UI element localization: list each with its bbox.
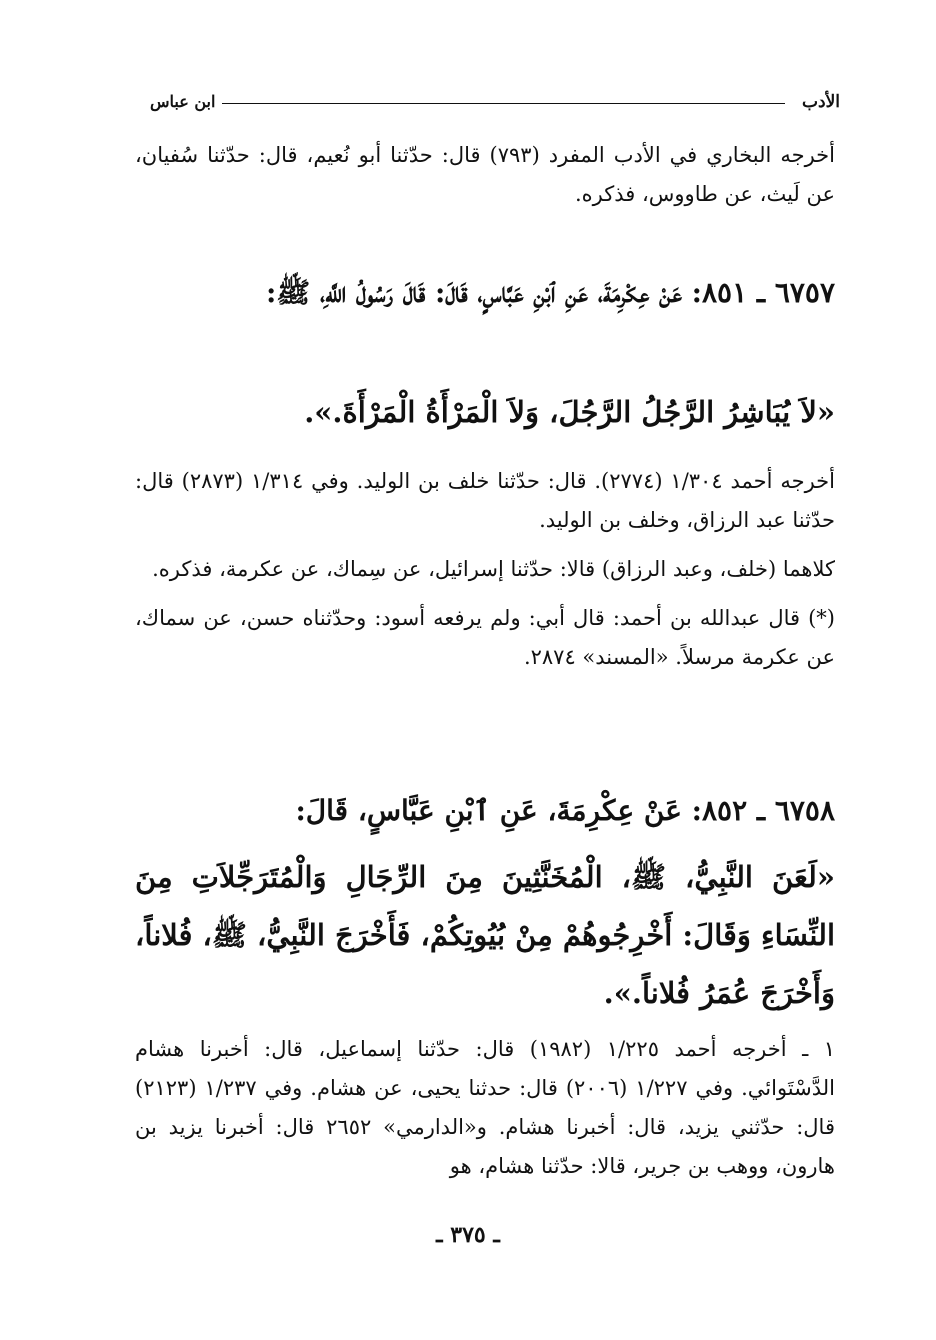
hadith-matn: «لَعَنَ النَّبِيُّ، ﷺ، الْمُخَنَّثِينَ مِنَ الرِّجَالِ وَالْمُتَرَجِّلاَتِ مِنَ النِّسَاءِ وَقَالَ: أَخْرِجُوهُمْ مِنْ بُيُوتِكُمْ، فَأَخْرَجَ النَّبِيُّ، ﷺ، فُلاناً، وَأَخْرَجَ عُمَرُ فُلاناً.».: [135, 860, 835, 1010]
takhrij-paragraph: ١ ـ أخرجه أحمد ١/٢٢٥ (١٩٨٢) قال: حدّثنا إسماعيل، قال: أخبرنا هشام الدَّسْتَوائي. وفي ١/٢٢٧ (٢٠٠٦) قال: حدثنا يحيى، عن هشام. وفي ١/٢٣٧ (٢١٢٣) قال: حدّثني يزيد، قال: أخبرنا هشام. و«الدارمي» ٢٦٥٢ قال: أخبرنا يزيد بن هارون، ووهب بن جرير، قالا: حدّثنا هشام، هو: [135, 1037, 835, 1178]
footnote-top: [135, 136, 835, 214]
remark-paragraph: (*) قال عبدالله بن أحمد: قال أبي: ولم يرفعه أسود: وحدّثناه حسن، عن سماك، عن عكرمة مرسلاً. «المسند» ٢٨٧٤.: [135, 606, 835, 669]
hadith-6758-matn: [135, 848, 835, 1022]
both-paragraph: كلاهما (خلف، وعبد الرزاق) قالا: حدّثنا إسرائيل، عن سِماك، عن عكرمة، فذكره.: [152, 557, 835, 581]
page-number: ـ ٣٧٥ ـ: [436, 1222, 500, 1248]
hadith-6757-isnad: [135, 262, 835, 324]
footnotes-6758: [135, 1030, 835, 1186]
hadith-6758-isnad: [135, 780, 835, 842]
running-header: [150, 90, 840, 120]
hadith-6757-matn: [135, 383, 835, 441]
chapter-title: الأدب: [802, 92, 840, 112]
hadith-isnad: ٦٧٥٨ ـ ٨٥٢: عَنْ عِكْرِمَةَ، عَنِ ٱبْنِ عَبَّاسٍ، قَالَ:: [295, 794, 835, 827]
takhrij-paragraph: أخرجه أحمد ١/٣٠٤ (٢٧٧٤). قال: حدّثنا خلف بن الوليد. وفي ١/٣١٤ (٢٨٧٣) قال: حدّثنا عبد الرزاق، وخلف بن الوليد.: [135, 469, 835, 532]
header-rule: [222, 103, 785, 104]
footnote-paragraph: أخرجه البخاري في الأدب المفرد (٧٩٣) قال: حدّثنا أبو نُعيم، قال: حدّثنا سُفيان، عن لَيث، عن طاووس، فذكره.: [135, 143, 835, 206]
hadith-isnad: ٦٧٥٧ ـ ٨٥١: عَنْ عِكْرِمَةَ، عَنِ ٱبْنِ عَبَّاسٍ، قَالَ: قَالَ رَسُولُ اللَّهِ، ﷺ:: [266, 276, 835, 309]
companion-name: ابن عباس: [150, 92, 216, 111]
hadith-matn: «لاَ يُبَاشِرُ الرَّجُلُ الرَّجُلَ، وَلاَ الْمَرْأَةُ الْمَرْأَةَ.».: [304, 395, 835, 429]
footnotes-6757: [135, 462, 835, 677]
